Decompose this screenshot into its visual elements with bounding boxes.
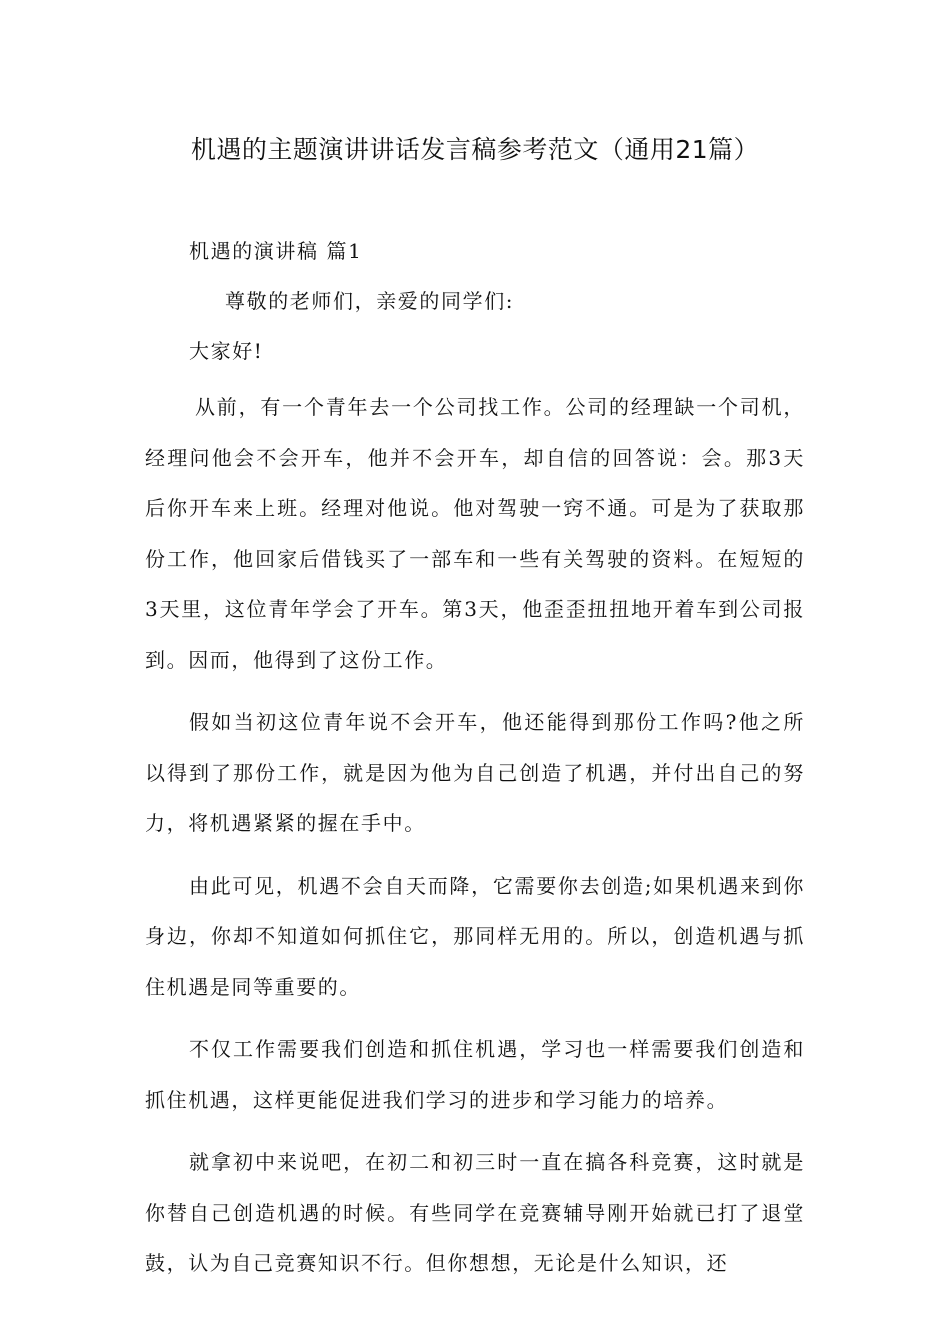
document-title: 机遇的主题演讲讲话发言稿参考范文（通用21篇） [190, 135, 760, 164]
paragraph: 由此可见，机遇不会自天而降，它需要你去创造;如果机遇来到你身边，你却不知道如何抓住它，那同样无用的。所以，创造机遇与抓住机遇是同等重要的。 [145, 873, 805, 999]
paragraph: 不仅工作需要我们创造和抓住机遇，学习也一样需要我们创造和抓住机遇，这样更能促进我们学习的进步和学习能力的培养。 [145, 1037, 805, 1112]
paragraph: 就拿初中来说吧，在初二和初三时一直在搞各科竞赛，这时就是你替自己创造机遇的时候。有些同学在竞赛辅导刚开始就已打了退堂鼓，认为自己竞赛知识不行。但你想想，无论是什么知识，还 [145, 1150, 805, 1275]
section-heading: 机遇的演讲稿 篇1 [189, 239, 363, 263]
greeting: 大家好! [189, 339, 264, 363]
paragraph: 从前，有一个青年去一个公司找工作。公司的经理缺一个司机，经理问他会不会开车，他并不会开车，却自信的回答说：会。那3天后你开车来上班。经理对他说。他对驾驶一窍不通。可是为了获取那份工作，他回家后借钱买了一部车和一些有关驾驶的资料。在短短的3天里，这位青年学会了开车。第3天，他歪歪扭扭地开着车到公司报到。因而，他得到了这份工作。 [145, 395, 805, 672]
paragraph: 假如当初这位青年说不会开车，他还能得到那份工作吗?他之所以得到了那份工作，就是因为他为自己创造了机遇，并付出自己的努力，将机遇紧紧的握在手中。 [145, 710, 805, 835]
salutation: 尊敬的老师们，亲爱的同学们: [225, 289, 515, 313]
document-body [145, 232, 805, 1301]
